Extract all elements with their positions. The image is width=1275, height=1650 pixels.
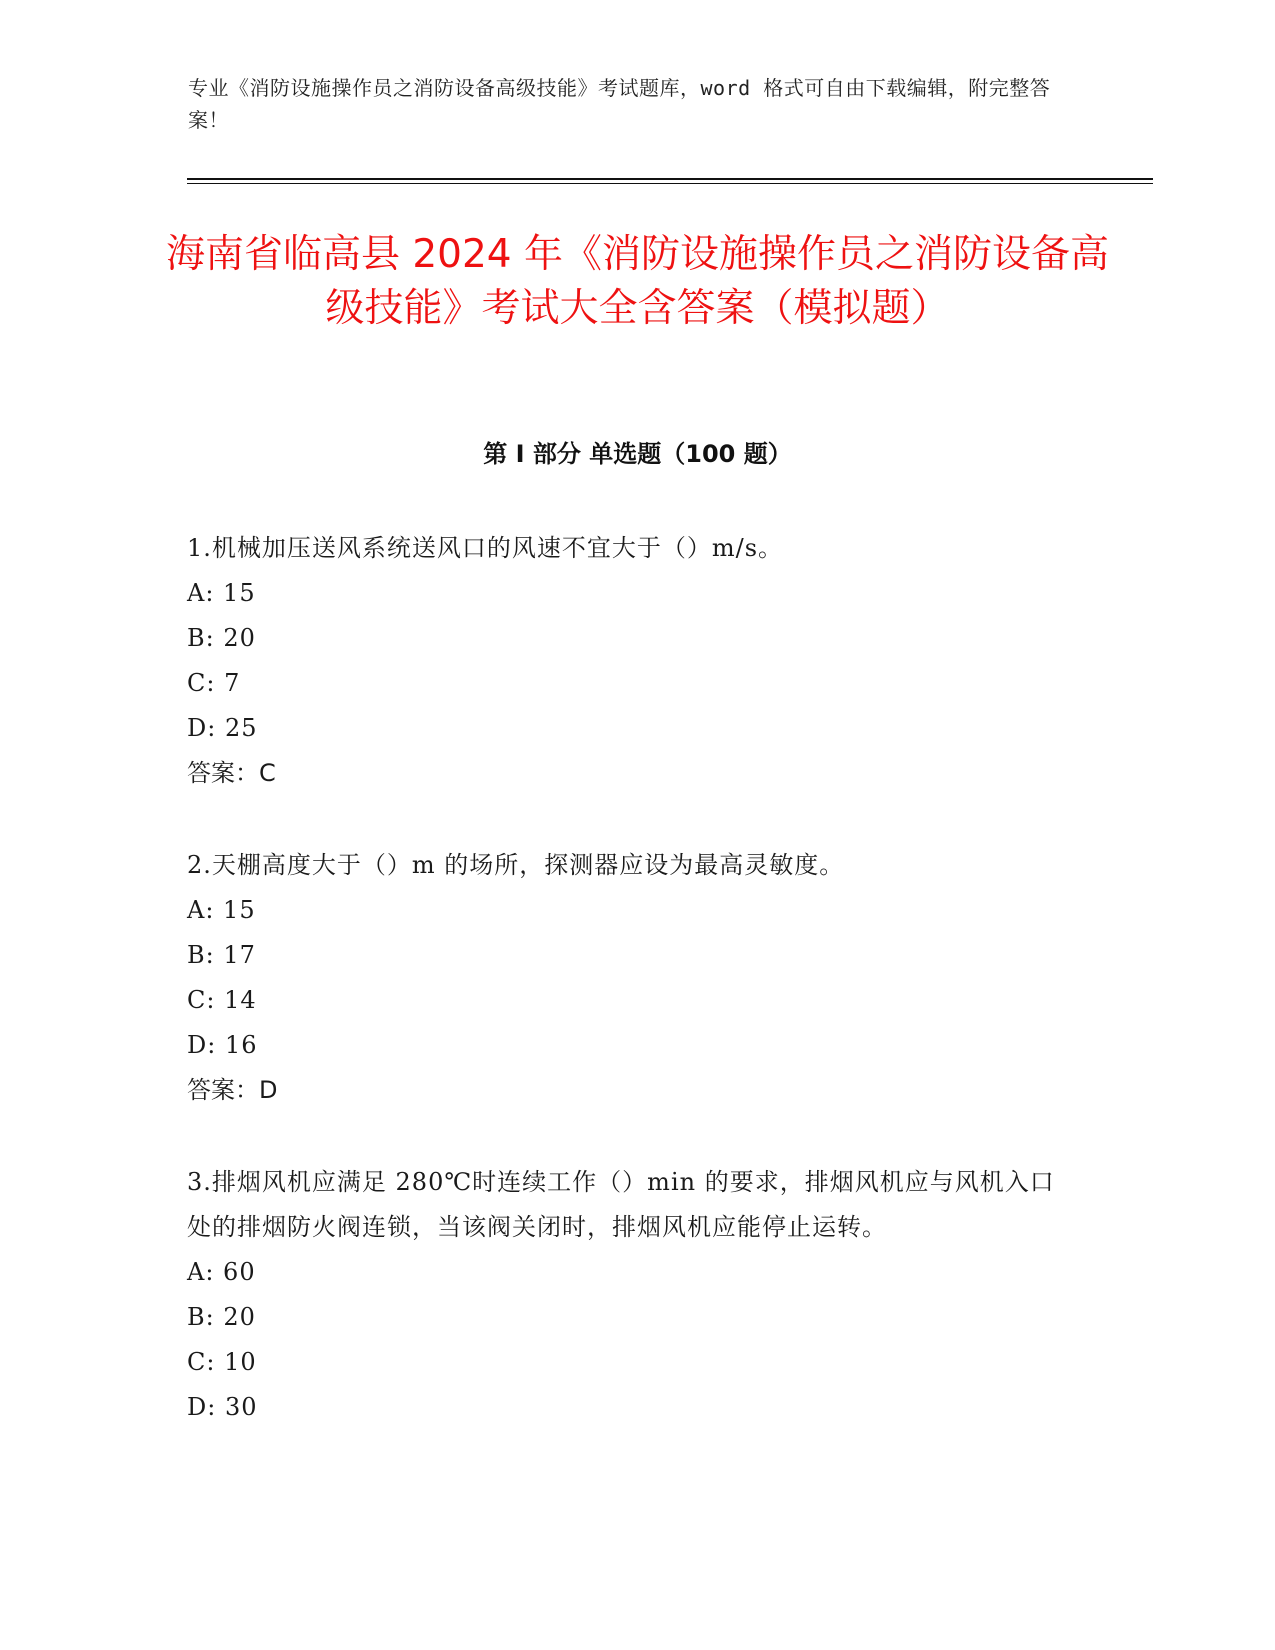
option-d: D: 16	[187, 1031, 258, 1059]
option-b: B: 20	[187, 624, 256, 652]
question-stem: 1.机械加压送风系统送风口的风速不宜大于（）m/s。	[187, 534, 784, 562]
option-a: A: 15	[187, 579, 256, 607]
document-title: 海南省临高县 2024 年《消防设施操作员之消防设备高级技能》考试大全含答案（模拟题）	[165, 232, 1110, 331]
question-2	[187, 843, 1067, 1113]
question-3	[187, 1160, 1067, 1430]
question-stem: 3.排烟风机应满足 280℃时连续工作（）min 的要求，排烟风机应与风机入口处的排烟防火阀连锁，当该阀关闭时，排烟风机应能停止运转。	[187, 1168, 1055, 1241]
header-rule-thick	[187, 178, 1153, 180]
option-c: C: 14	[187, 986, 257, 1014]
section-heading: 第 I 部分 单选题（100 题）	[483, 440, 792, 468]
answer: 答案：D	[187, 1076, 278, 1104]
option-a: A: 15	[187, 896, 256, 924]
option-d: D: 25	[187, 714, 258, 742]
option-b: B: 20	[187, 1303, 256, 1331]
option-b: B: 17	[187, 941, 256, 969]
option-c: C: 7	[187, 669, 241, 697]
question-1	[187, 526, 1067, 796]
option-c: C: 10	[187, 1348, 257, 1376]
header-rule-thin	[187, 183, 1153, 184]
header-note: 专业《消防设施操作员之消防设备高级技能》考试题库，word 格式可自由下载编辑，附完整答案！	[188, 76, 1051, 132]
answer: 答案：C	[187, 759, 276, 787]
question-stem: 2.天棚高度大于（）m 的场所，探测器应设为最高灵敏度。	[187, 851, 845, 879]
option-d: D: 30	[187, 1393, 258, 1421]
option-a: A: 60	[187, 1258, 256, 1286]
